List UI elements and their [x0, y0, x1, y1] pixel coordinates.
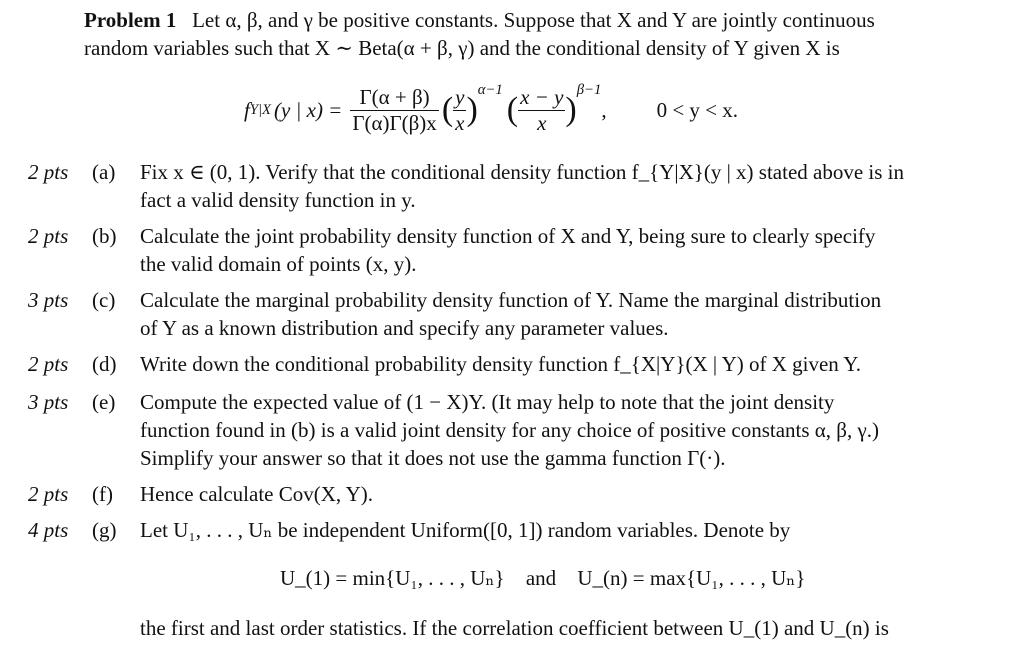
part-text-line: of Y as a known distribution and specify any parameter values. — [140, 316, 669, 340]
conditional-density-formula: f Y|X (y | x) = $\frac{\Gamma(\alpha + \beta)}{\Gamma(\alpha)\Gamma(\beta)x}$ ( $\frac{y}{x}$ ) α−1 ( $\frac{x - y}{x}$ ) β−1 , 0 < y < x. — [244, 82, 738, 135]
formula-lhs-args: (y | x) = — [274, 97, 343, 122]
part-points: 3 pts — [28, 390, 69, 414]
order-stat-min: U_(1) = min{U₁, . . . , Uₙ} — [280, 566, 505, 590]
formula-fraction-xyx — [518, 85, 565, 136]
formula-lhs-sub: Y|X — [249, 101, 272, 118]
part-text-line: Write down the conditional probability density function f_{X|Y}(X | Y) of X given Y. — [140, 352, 861, 376]
part-text-line: Simplify your answer so that it does not use the gamma function Γ(·). — [140, 446, 726, 470]
part-points: 2 pts — [28, 482, 69, 506]
fraction-xyx-denominator: x — [518, 110, 565, 136]
part-text-line: Calculate the joint probability density function of X and Y, being sure to clearly specify — [140, 224, 876, 248]
part-label: (d) — [92, 352, 117, 376]
fraction-gamma-denominator: Γ(α)Γ(β)x — [352, 110, 437, 135]
order-stat-and: and — [525, 566, 557, 590]
part-points: 2 pts — [28, 224, 69, 248]
part-text-line: the valid domain of points (x, y). — [140, 252, 417, 276]
part-label: (c) — [92, 288, 116, 312]
part-label: (a) — [92, 160, 116, 184]
formula-fraction-yx — [453, 85, 466, 136]
fraction-xyx-numerator: x − y — [520, 84, 564, 109]
fraction-gamma-numerator: Γ(α + β) — [359, 84, 430, 109]
order-stat-max: U_(n) = max{U₁, . . . , Uₙ} — [577, 566, 806, 590]
last-line: the first and last order statistics. If the correlation coefficient between U_(1) and U_(n) is — [140, 616, 889, 640]
problem-heading: Problem 1 — [84, 8, 177, 32]
part-text-line: Compute the expected value of (1 − X)Y. (It may help to note that the joint density — [140, 390, 835, 414]
intro-text-2: random variables such that X ∼ Beta(α + β, γ) and the conditional density of Y given X is — [84, 36, 840, 60]
fraction-yx-numerator: y — [455, 84, 465, 109]
part-points: 2 pts — [28, 352, 69, 376]
formula-fraction-gamma — [350, 85, 438, 136]
formula-lhs: f — [244, 97, 250, 122]
formula-exponent-1: α−1 — [477, 82, 503, 98]
formula-exponent-2: β−1 — [576, 82, 602, 98]
problem-intro-line2 — [84, 36, 840, 61]
last-line-text — [140, 616, 889, 641]
fraction-yx-denominator: x — [455, 110, 465, 135]
part-text-line: fact a valid density function in y. — [140, 188, 416, 212]
problem-intro-line1 — [84, 8, 875, 33]
part-points: 2 pts — [28, 160, 69, 184]
part-label: (b) — [92, 224, 117, 248]
part-label: (g) — [92, 518, 117, 542]
part-text-line: Calculate the marginal probability density function of Y. Name the marginal distribution — [140, 288, 882, 312]
part-text-line: function found in (b) is a valid joint density for any choice of positive constants α, β, γ.) — [140, 418, 879, 442]
part-label: (f) — [92, 482, 113, 506]
part-text-line: Hence calculate Cov(X, Y). — [140, 482, 374, 506]
part-text-line: Fix x ∈ (0, 1). Verify that the conditional density function f_{Y|X}(y | x) stated above is in — [140, 160, 905, 184]
formula-domain: 0 < y < x. — [656, 97, 738, 122]
formula-comma: , — [601, 97, 607, 122]
intro-text-1: Let α, β, and γ be positive constants. Suppose that X and Y are jointly continuous — [192, 8, 875, 32]
part-points: 3 pts — [28, 288, 69, 312]
part-points: 4 pts — [28, 518, 69, 542]
part-text-line: Let U₁, . . . , Uₙ be independent Uniform([0, 1]) random variables. Denote by — [140, 518, 791, 542]
order-statistics-formula — [280, 566, 805, 591]
part-label: (e) — [92, 390, 116, 414]
